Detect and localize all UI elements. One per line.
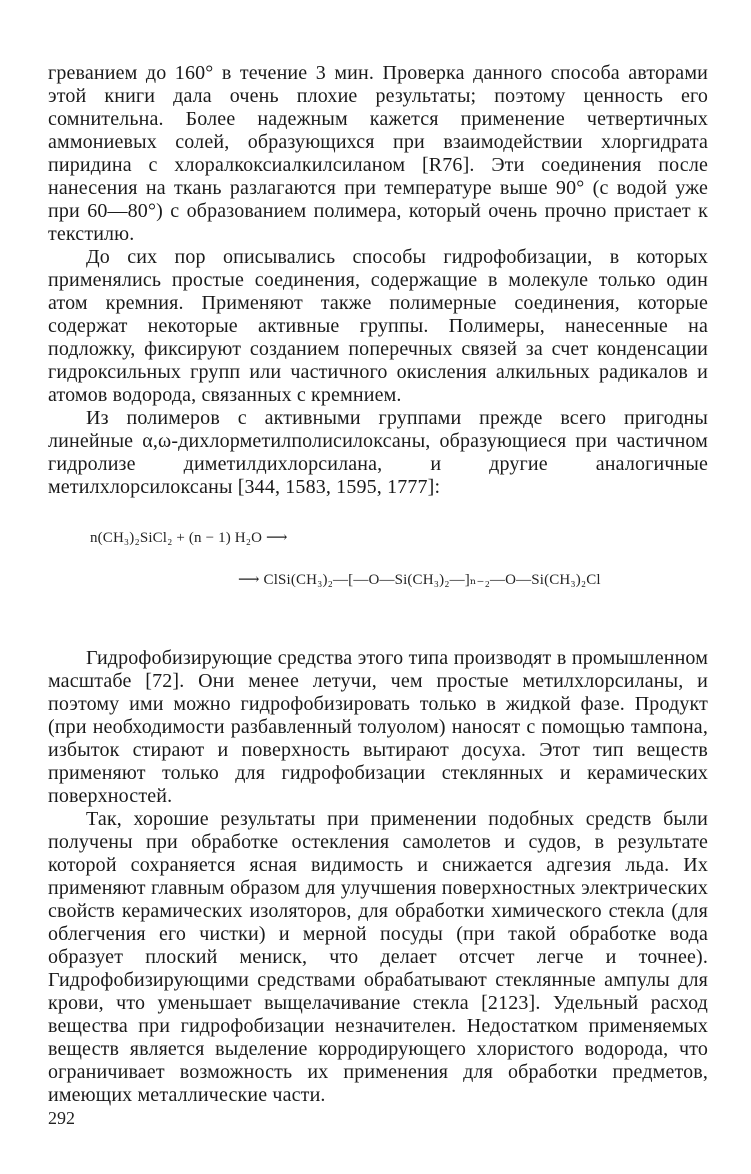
paragraph-continuation: греванием до 160° в течение 3 мин. Проверка данного способа авторами этой книги дала очень плохие результаты; поэтому ценность его сомнительна. Более надежным кажется применение четвертичных аммониевых солей, образующихся при взаимодействии хлоргидрата пиридина с хлоралкоксиалкилсиланом [R76]. Эти соединения после нанесения на ткань разлагаются при температуре выше 90° (с водой уже при 60—80°) с образованием полимера, который очень прочно пристает к текстилю. (48, 62, 708, 245)
reaction-equation-products: ⟶ ClSi(CH₃)₂—[—O—Si(CH₃)₂—]ₙ₋₂—O—Si(CH₃)₂Cl (238, 572, 601, 588)
page-number: 292 (48, 1108, 75, 1128)
paragraph-industrial-scale: Гидрофобизирующие средства этого типа производят в промышленном масштабе [72]. Они менее летучи, чем простые метилхлорсиланы, и поэтому ими можно гидрофобизировать только в жидкой фазе. Продукт (при необходимости разбавленный толуолом) наносят с помощью тампона, избыток стирают и поверхность вытирают досуха. Этот тип веществ применяют только для гидрофобизации стеклянных и керамических поверхностей. (48, 647, 708, 807)
reaction-equation (48, 517, 708, 601)
paragraph-applications: Так, хорошие результаты при применении подобных средств были получены при обработке остекления самолетов и судов, в результате которой сохраняется ясная видимость и снижается адгезия льда. Их применяют главным образом для улучшения поверхностных электрических свойств керамических изоляторов, для обработки химического стекла (для облегчения его чистки) и мерной посуды (при такой обработке вода образует плоский мениск, что делает отсчет легче и точнее). Гидрофобизирующими средствами обрабатывают стеклянные ампулы для крови, что уменьшает выщелачивание стекла [2123]. Удельный расход вещества при гидрофобизации незначителен. Недостатком применяемых веществ является выделение корродирующего хлористого водорода, что ограничивает возможность их применения для обработки предметов, имеющих металлические части. (48, 808, 708, 1106)
paragraph-polymers-intro: До сих пор описывались способы гидрофобизации, в которых применялись простые соединения, содержащие в молекуле только один атом кремния. Применяют также полимерные соединения, которые содержат некоторые активные группы. Полимеры, нанесенные на подложку, фиксируют созданием поперечных связей за счет конденсации гидроксильных групп или частичного окисления алкильных радикалов и атомов водорода, связанных с кремнием. (48, 246, 708, 406)
reaction-equation-reactants: n(CH₃)₂SiCl₂ + (n − 1) H₂O ⟶ (90, 530, 288, 546)
paragraph-active-groups: Из полимеров с активными группами прежде всего пригодны линейные α,ω-дихлорметилполисилоксаны, образующиеся при частичном гидролизе диметилдихлорсилана, и другие аналогичные метилхлорсилоксаны [344, 1583, 1595, 1777]: (48, 407, 708, 498)
page-body (48, 62, 708, 1107)
